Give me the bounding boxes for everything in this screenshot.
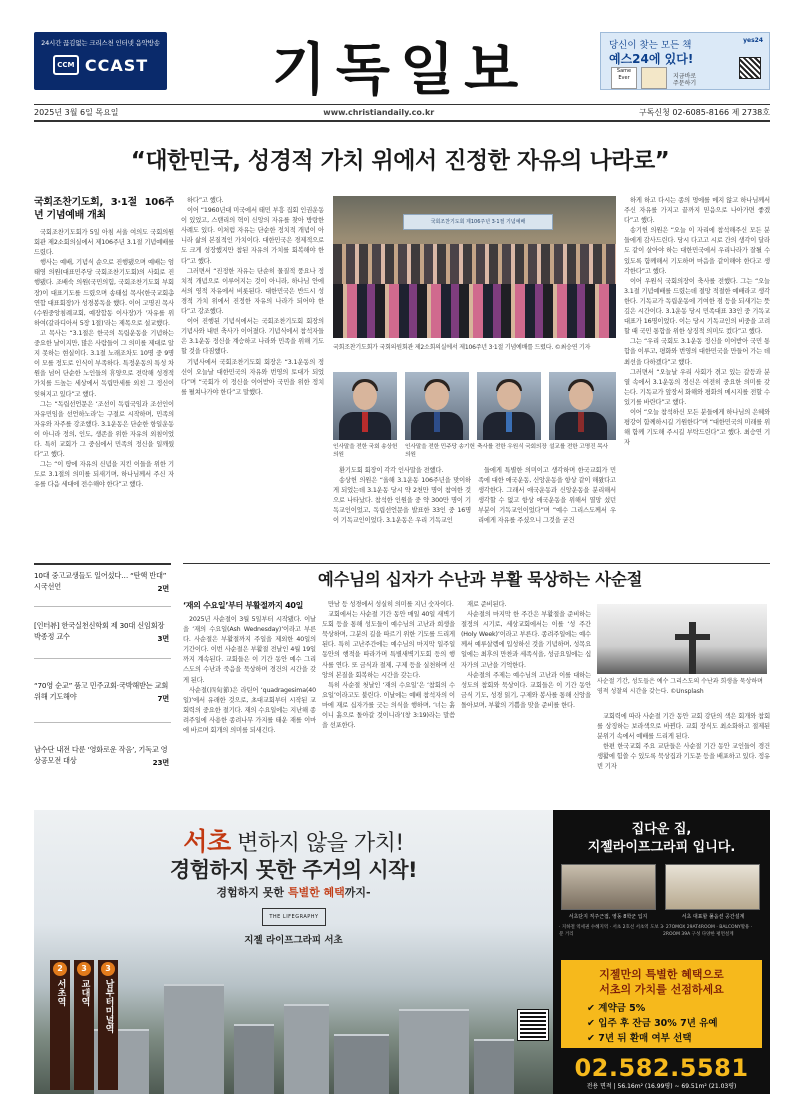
- paragraph: 그는 “독립선언문은 ‘조선이 독립국임과 조선인이 자유민임을 선언하노라’는 구절로 시작하며, 민족의 자유와 자주를 강조했다. 3.1운동은 단순한 항일운동이 아니라 정의, 인도, 생존을 위한 자유의 외침이었다. 특히 교회가 그 중심에서 민족의 정신을 일깨웠다”고 했다.: [34, 400, 174, 459]
- book-cover-icon: [641, 67, 667, 89]
- photo-banner: 국회조찬기도회 제106주년 3·1절 기념예배: [403, 214, 553, 230]
- yes24-logo: yes24: [743, 37, 763, 44]
- paragraph: 그는 “이 땅에 자유의 신념을 지킨 이들을 위한 기도로 3.1절의 의미를 되새기며, 하나님께서 주신 자유를 다음 세대에 전수해야 한다”고 했다.: [34, 461, 174, 489]
- index-item[interactable]: [34, 680, 171, 704]
- qr-code-icon[interactable]: [739, 57, 761, 79]
- paragraph: 교회력에 따라 사순절 기간 동안 교회 강단의 색은 회개와 참회를 상징하는 보라색으로 바뀐다. 교회 장식도 최소화하고 절제된 분위기 속에서 예배를 드리게 된다.: [597, 713, 770, 741]
- paragraph: 하다”고 했다.: [187, 197, 224, 204]
- photo-crowd-front: [333, 284, 616, 338]
- paragraph: 국회조찬기도회가 5일 아침 서울 여의도 국회의원회관 제2소회의실에서 제106주년 3.1절 기념예배를 드렸다.: [34, 229, 174, 257]
- paragraph: 만남 등 성경에서 성실히 의미를 지닌 숫자이다.: [328, 601, 454, 608]
- index-item-page: 23면: [152, 758, 169, 767]
- paragraph: 재로 준비된다.: [467, 601, 507, 608]
- paragraph: 이어 우원식 국회의장이 축사를 전했다. 그는 “오늘 3.1절 기념예배를 드렸는데 절망 적절한 예배라고 생각한다. 기독교가 독립운동에 기여한 점 등을 되새기는 뜻깊은 시간이다. 3.1운동 당시 민족대표 33인 중 기독교 대표가 16명이었다. 이는 당시 기독교인의 비중을 고려할 때 국민 통합을 위한 상징적 의미도 컸다”고 했다.: [624, 277, 770, 336]
- station-sign: [74, 960, 94, 1090]
- index-item[interactable]: [34, 744, 171, 768]
- index-separator: [34, 658, 171, 659]
- paragraph: 그는 “우리 국회도 3.1운동 정신을 이어받아 국민 통합을 이루고, 평화와 번영의 대한민국을 만들어 가는 데 최선을 다하겠다”고 했다.: [624, 338, 770, 366]
- subway-line-icon: 3: [77, 962, 91, 976]
- radio-icon: CCM: [53, 55, 79, 75]
- story1-column-1: [34, 196, 174, 562]
- cross-bar: [675, 634, 710, 640]
- index-divider: [34, 563, 171, 565]
- index-item[interactable]: [34, 620, 171, 644]
- site-url[interactable]: www.christiandaily.co.kr: [323, 108, 435, 117]
- interior-thumbnail: [665, 864, 760, 910]
- masthead: [0, 0, 800, 103]
- ad-headline-3: [34, 884, 553, 900]
- ad-headline-2: 경험하지 못한 주거의 시작!: [169, 858, 418, 882]
- ccast-tagline: 24시간 끊김없는 크리스천 인터넷 음악방송: [41, 39, 160, 47]
- lifegraphy-logo: THE LIFEGRAPHY: [262, 908, 326, 926]
- ad-area-info: 전용 면적 | 56.16m² (16.99평) ~ 69.51m² (21.03평): [586, 1083, 737, 1090]
- portrait-photo[interactable]: [549, 372, 616, 440]
- offer-box: [561, 960, 762, 1048]
- cross-caption-text: 사순절 기간, 성도들은 예수 그리스도의 수난과 희생을 묵상하며 영적 성찰의 시간을 갖는다. ©Unsplash: [597, 678, 763, 695]
- index-item-text: [인터뷰] 한국실천신학회 제 30대 신임회장 박종정 교수: [34, 621, 165, 641]
- newspaper-title: 기독일보: [271, 38, 529, 103]
- ad-h3-accent: 특별한 혜택: [287, 886, 345, 899]
- portrait-photo[interactable]: [405, 372, 469, 440]
- subscription-info: 구독신청 02-6085-8166 제 2738호: [638, 108, 770, 117]
- paragraph: 그러면서 “진정한 자유는 단순히 물질적 풍요나 정치적 개념으로 이루어지는 것이 아니라, 하나님 안에서의 영적 자유에서 비롯된다. 대한민국은 반드시 성경적 가치 위에서 진정한 자유의 나라가 되어야 한다”고 강조했다.: [181, 267, 324, 316]
- station-label: 서초역: [55, 979, 66, 1006]
- story1-column-3: [333, 466, 471, 560]
- photo-crowd-back: [333, 244, 616, 284]
- paragraph: 교회에서는 사순절 기간 동안 매일 40일 새벽기도회 등을 통해 성도들이 예수님의 고난과 희생을 묵상하며, 그분의 길을 따르기 위한 기도를 드리게 된다. 특히 고난주간에는 예수님의 마지막 일주일 동안의 행적을 따라가며 특별새벽기도회 등의 행사를 연다. 또 금식과 절제, 구제 등을 실천하며 신앙의 본질을 회복하는 시간을 갖는다.: [322, 611, 455, 679]
- book-cover-icon: Same Ever: [611, 67, 637, 89]
- ad-panel-title-2: 지젤라이프그라피 입니다.: [587, 840, 736, 855]
- station-label: 교대역: [79, 979, 90, 1006]
- paragraph: 이어 “오늘 참석하신 모든 분들에게 하나님의 은혜와 평강이 함께하시길 기원한다”며 “대한민국의 미래를 위해 함께 기도해 주시길 부탁드린다”고 했다. 최승연 기자: [624, 408, 770, 447]
- subway-line-icon: 2: [53, 962, 67, 976]
- paragraph: 사순절의 마지막 한 주간은 부활절을 준비하는 절정의 시기로, 세상교회에서는 이를 ‘성 주간(Holy Week)’이라고 부른다. 종려주일에는 예수께서 예루살렘에 입성하신 것을 기념하며, 성목요일에는 최후의 만찬과 세족식을, 성금요일에는 십자가의 고난을 기억한다.: [461, 611, 591, 669]
- story1-column-2: [181, 196, 324, 562]
- portrait-photo[interactable]: [477, 372, 541, 440]
- paragraph: 행사는 예배, 기념식 순으로 진행됐으며 예배는 엄태영 의원(대표민주당 국회조찬기도회)의 사회로 진행됐다. 조배숙 의원(국민의힘, 국회조찬기도회 부회장)이 대표기도를 드렸으며 송태섭 목사(한국교회총연합 대표회장)가 성경봉독을 했다. 이어 고명진 목사(수원중앙침례교회, 예장합동 이사장)가 '자유를 위하여(갈라디아서 5장 1절)'라는 제목으로 설교했다.: [34, 259, 174, 327]
- story2-column-4: [597, 712, 770, 792]
- ad-h3-pre: 경험하지 못한: [216, 886, 288, 899]
- cross-icon: [689, 622, 696, 674]
- ad-headline-accent: 서초: [183, 827, 231, 856]
- ad-panel-title-1: 집다운 집,: [631, 822, 692, 837]
- dateline-bar: [34, 104, 770, 122]
- ad-headline-1: [34, 822, 553, 858]
- paragraph: 송상헌 의원은 “올해 3.1운동 106주년을 맞이하게 되었는데 3.1운동 당시 약 2천만 명이 참여한 것으로 나타났다. 참석한 인원을 중 약 300만 명이 기독교인이었고, 독립선언문을 발표한 33인 중 16명이 기독교인이었다. 3.1운동은 우리 기독교인: [333, 477, 471, 525]
- story2-column-1: [183, 600, 316, 792]
- index-separator: [34, 606, 171, 607]
- group-photo-caption: 국회조찬기도회가 국회의원회관 제2소회의실에서 제106주년 3·1절 기념예배를 드렸다. ©최승연 기자: [333, 344, 591, 351]
- yes24-ad-line2: 예스24에 있다!: [609, 52, 694, 66]
- thumbnail-note: · 지하철 역세권 수혜지역 · 서초 2호선 서초역 도보 3분 거리: [559, 925, 664, 937]
- yes24-ad[interactable]: [600, 32, 770, 90]
- issue-date: 2025년 3월 6일 목요일: [34, 108, 119, 117]
- building-thumbnail: [561, 864, 656, 910]
- group-photo[interactable]: [333, 196, 616, 338]
- station-sign: [50, 960, 70, 1090]
- index-separator: [34, 722, 171, 723]
- paragraph: 들에게 특별한 의미이고 생각하며 한국교회가 민족에 대한 애국운동, 신앙운동을 항상 같이 해왔다고 생각한다. 그래서 애국운동과 신앙운동을 분리해서 생각할 수 없고 항상 애국운동을 위해서 열망 섰던 부분이 기독교인이었다”며 “예수 그리스도께서 우리에게 자유를 주셨으니 그것을 굳건: [478, 467, 616, 525]
- paragraph: 그러면서 “오늘날 우리 사회가 겪고 있는 갈등과 분열 속에서 3.1운동의 정신은 여전히 중요한 의미를 갖는다. 기독교가 앞장서 화해와 평화의 메시지를 전할 수 있기를 바란다”고 했다.: [624, 368, 770, 406]
- paragraph: 이어 진행된 기념식에서는 국회조찬기도회 회장의 기념사와 내빈 축사가 이어졌다. 기념식에서 참석자들은 3.1운동 정신을 계승하고 나라와 민족을 위해 기도할 것을 다짐했다.: [181, 318, 324, 356]
- story1-column-3b: [478, 466, 616, 560]
- story1-column-4: [624, 196, 770, 562]
- yes24-ad-line1: 당신이 찾는 모든 책: [609, 40, 692, 51]
- offer-title-1: 지젤만의 특별한 혜택으로: [599, 968, 724, 981]
- paragraph: 기념사에서 국회조찬기도회 회장은 “3.1운동의 정신이 오늘날 대한민국의 자유와 번영의 토대가 되었다”며 “국회가 이 정신을 이어받아 국민을 위한 정치를 펼쳐나가야 한다”고 말했다.: [181, 358, 324, 396]
- real-estate-ad[interactable]: [34, 810, 770, 1094]
- yes24-ad-sub: 지금바로 주문하기: [673, 73, 697, 87]
- qr-code-icon[interactable]: [518, 1010, 548, 1040]
- index-item-text: “70영 순교” 품고 민주교회·국박해받는 교회 위해 기도해야: [34, 681, 169, 701]
- paragraph: 사순절의 주제는 예수님의 고난과 이를 대하는 성도의 참회와 묵상이다. 교회들은 이 기간 동안 금식 기도, 성경 읽기, 구제와 봉사를 통해 신앙을 돌아보며, 부활의 기쁨을 맞을 준비를 한다.: [461, 671, 591, 709]
- benefit-item: ✔ 7년 뒤 환매 여부 선택: [587, 1033, 692, 1044]
- portrait-caption: 설교를 전한 고명진 목사: [549, 444, 608, 450]
- index-item-page: 7면: [157, 694, 169, 703]
- paragraph: 송기헌 의원은 “오늘 이 자리에 참석해주신 모든 분들에게 감사드린다. 당시 다고고 시로 간의 생각이 달라도 같이 살아야 하는 대한민국에서 우리나라가 잘될 수 있도록 함께해서 기도하며 마음을 같이해야 한다고 생각한다”고 했다.: [624, 227, 770, 275]
- story1-subtitle: 국회조찬기도회, 3·1절 106주년 기념예배 개최: [34, 197, 174, 221]
- paragraph: 고 목사는 “3.1절은 한국의 독립운동을 기념하는 중요한 날이지만, 많은 사람들이 그 의미를 제대로 알지 못하는 현실이다. 3.1절 노래조차도 10명 중 9명이 모를 정도로 인식이 부족하다. 특정운동의 특성 차원을 넘어 단순한 노인들의 휴양으로 전락해 성경적 가치를 드높는 세상에서 독립만세를 외친 그 정신이 잊혀지고 있다”고 했다.: [34, 329, 174, 398]
- thumbnail-note: · 27OMOX 29AT4ROOM · BALCONY활용 · 2ROOM 39A 구성 다양한 평면설계: [663, 925, 753, 937]
- portrait-photo[interactable]: [333, 372, 397, 440]
- paragraph: 사순절(四旬節)은 라틴어 ‘quadragesima(40일)’에서 유래한 것으로, 초대교회부터 시작된 교회력의 중요한 절기다. 재의 수요일에는 지난해 종려주일에 사용한 종려나무 가지를 태운 재를 이마에 바르며 회개의 의미를 되새긴다.: [183, 686, 316, 735]
- main-headline[interactable]: “대한민국, 성경적 가치 위에서 진정한 자유의 나라로”: [130, 148, 670, 174]
- story2-subtitle: ‘재의 수요일’부터 부활절까지 40일: [183, 601, 304, 610]
- ad-h3-post: 까지-: [344, 886, 371, 899]
- ad-info-panel: [553, 810, 770, 1094]
- story2-column-2: [322, 600, 455, 792]
- index-item-text: 10대 중고교생들도 일어섰다… “탄핵 반대” 시국선언: [34, 571, 167, 591]
- paragraph: 환기도회 회장이 각각 인사말을 전했다.: [339, 467, 444, 474]
- index-item[interactable]: [34, 570, 171, 594]
- second-headline[interactable]: 예수님의 십자가 수난과 부활 묵상하는 사순절: [317, 570, 643, 589]
- thumbnail-caption: 서초단지 직주근접, 영동 8학군 입지: [568, 914, 648, 920]
- cross-photo-caption: [597, 677, 769, 696]
- benefit-item: ✔ 계약금 5%: [587, 1003, 646, 1014]
- paragraph: 2025년 사순절이 3월 5일부터 시작됐다. 이날을 ‘재의 수요일(Ash Wednesday)’이라고 부른다. 사순절은 부활절까지 주일을 제외한 40일의 기간이다. 이번 사순절은 부활절 전날인 4월 19일까지 계속된다. 교회들은 이 기간 동안 예수 그리스도의 수난과 죽음을 묵상하며 경건의 시간을 갖게 된다.: [183, 616, 316, 684]
- cross-photo[interactable]: [597, 604, 767, 674]
- thumbnail-caption: 서초 대표할 풀옵션 공간설계: [681, 914, 745, 920]
- paragraph: 한편 한국교회 주요 교단들은 사순절 기간 동안 교인들이 경건 생활에 힘쓸 수 있도록 묵상집과 기도문 등을 배포하고 있다. 정유빈 기자: [597, 743, 770, 771]
- paragraph: 이어 “1960년대 미국에서 태민 부흥 집회 인권운동이 있었고, 스탠리의 혁이 신앙의 자유를 찾아 방랑한 사례도 있다. 이처럼 자유는 단순한 정치적 개념이 아니라 삶의 본질적인 가치이다. 대한민국은 경제적으로도 크게 성장했지만 참된 자유의 가치를 회복해야 한다”고 했다.: [181, 207, 324, 265]
- portrait-caption: 인사말을 전한 국회 송상헌 의원: [333, 444, 398, 458]
- portrait-caption: 축사를 전한 우원식 국회의장: [477, 444, 547, 450]
- section-divider: [183, 563, 770, 564]
- benefit-item: ✔ 입주 후 잔금 30% 7년 유예: [587, 1018, 718, 1029]
- index-item-page: 2면: [157, 584, 169, 593]
- offer-title-2: 서초의 가치를 선점하세요: [599, 983, 724, 996]
- story2-column-3: [461, 600, 591, 792]
- ad-brand-name: 지젤 라이프그라피 서초: [244, 935, 343, 946]
- ccast-logo-text: CCAST: [84, 55, 149, 75]
- paragraph: 특히 사순절 첫날인 ‘재의 수요일’은 ‘참회의 수요일’이라고도 불린다. 이날에는 예배 참석자의 이마에 재로 십자가를 긋는 의식을 행하며, ‘너는 흙이니 흙으로 돌아갈 것이니라’(창 3:19)라는 말씀을 선포한다.: [322, 681, 455, 730]
- index-item-text: 남수단 내전 다룬 ‘영화로운 작음’, 기독교 영상공모전 대상: [34, 745, 168, 765]
- ad-headline-rest: 변하지 않을 가치!: [230, 831, 404, 856]
- station-label: 남부터미널역: [103, 979, 114, 1033]
- subway-line-icon: 3: [101, 962, 115, 976]
- index-item-page: 3면: [157, 634, 169, 643]
- paragraph: 하게 하고 다시는 종의 멍에를 메지 않고 하나님께서 주신 자유를 가지고 끝까지 믿음으로 나아가면 좋겠다”고 했다.: [624, 197, 770, 225]
- station-sign: [98, 960, 118, 1090]
- ad-phone-number[interactable]: 02.582.5581: [574, 1054, 749, 1082]
- portrait-caption: 인사말을 전한 민주당 송기헌 의원: [405, 444, 475, 458]
